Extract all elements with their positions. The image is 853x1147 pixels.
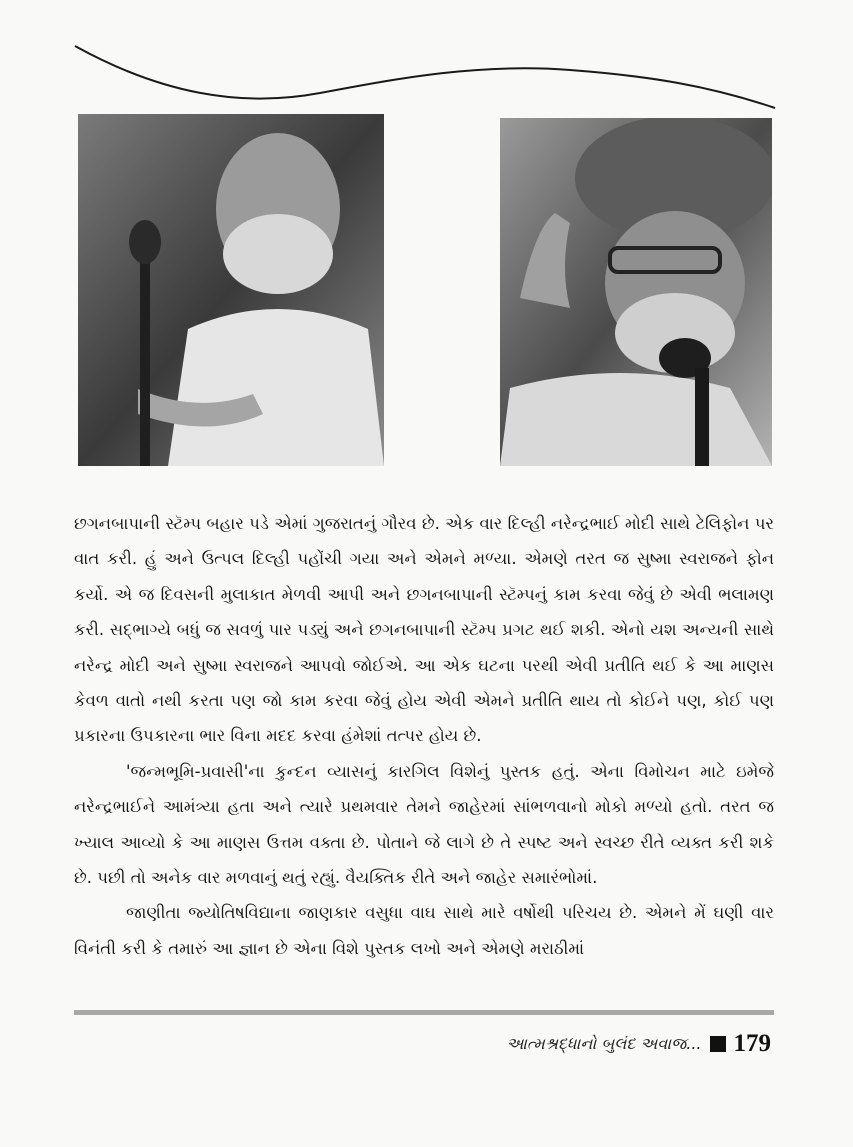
portrait-turban-microphone-icon	[500, 118, 772, 466]
body-text	[74, 506, 774, 966]
paragraph-2: 'જન્મભૂમિ-પ્રવાસી'ના કુન્દન વ્યાસનું કારગિલ વિશેનું પુસ્તક હતું. એના વિમોચન માટે ઇમેજે નરેન્દ્રભાઈને આમંત્ર્યા હતા અને ત્યારે પ્રથમવાર તેમને જાહેરમાં સાંભળવાનો મોકો મળ્યો હતો. તરત જ ખ્યાલ આવ્યો કે આ માણસ ઉત્તમ વક્તા છે. પોતાને જે લાગે છે તે સ્પષ્ટ અને સ્વચ્છ રીતે વ્યક્ત કરી શકે છે. પછી તો અનેક વાર મળવાનું થતું રહ્યું. વૈયક્તિક રીતે અને જાહેર સમારંભોમાં.	[74, 761, 774, 888]
paragraph-1: છગનબાપાની સ્ટૅમ્પ બહાર પડે એમાં ગુજરાતનું ગૌરવ છે. એક વાર દિલ્હી નરેન્દ્રભાઈ મોદી સાથે ટેલિફોન પર વાત કરી. હું અને ઉત્પલ દિલ્હી પહોંચી ગયા અને એમને મળ્યા. એમણે તરત જ સુષ્મા સ્વરાજને ફોન કર્યો. એ જ દિવસની મુલાકાત મેળવી આપી અને છગનબાપાની સ્ટૅમ્પનું કામ કરવા જેવું છે એવી ભલામણ કરી. સદ્ભાગ્યે બધું જ સવળું પાર પડ્યું અને છગનબાપાની સ્ટૅમ્પ પ્રગટ થઈ શકી. એનો યશ અન્યની સાથે નરેન્દ્ર મોદી અને સુષ્મા સ્વરાજને આપવો જોઈએ. આ એક ઘટના પરથી એવી પ્રતીતિ થઈ કે આ માણસ કેવળ વાતો નથી કરતા પણ જો કામ કરવા જેવું હોય એવી એમને પ્રતીતિ થાય તો કોઈને પણ, કોઈ પણ પ્રકારના ઉપકારના ભાર વિના મદદ કરવા હંમેશાં તત્પર હોય છે.	[74, 514, 774, 746]
square-bullet-icon	[710, 1036, 726, 1052]
photo-left	[78, 114, 384, 466]
page-number: 179	[733, 1030, 771, 1057]
paragraph-3: જાણીતા જ્યોતિષવિદ્યાના જાણકાર વસુધા વાઘ સાથે મારે વર્ષોથી પરિચય છે. એમને મેં ઘણી વાર વિનંતી કરી કે તમારું આ જ્ઞાન છે એના વિશે પુસ્તક લખો અને એમણે મરાઠીમાં	[74, 903, 774, 958]
footer-rule	[74, 1010, 774, 1015]
page-footer	[507, 1030, 771, 1058]
photo-right	[500, 118, 772, 466]
running-title: આત્મશ્રદ્ધાનો બુલંદ અવાજ...	[506, 1034, 702, 1053]
portrait-speaker-microphone-icon	[78, 114, 384, 466]
